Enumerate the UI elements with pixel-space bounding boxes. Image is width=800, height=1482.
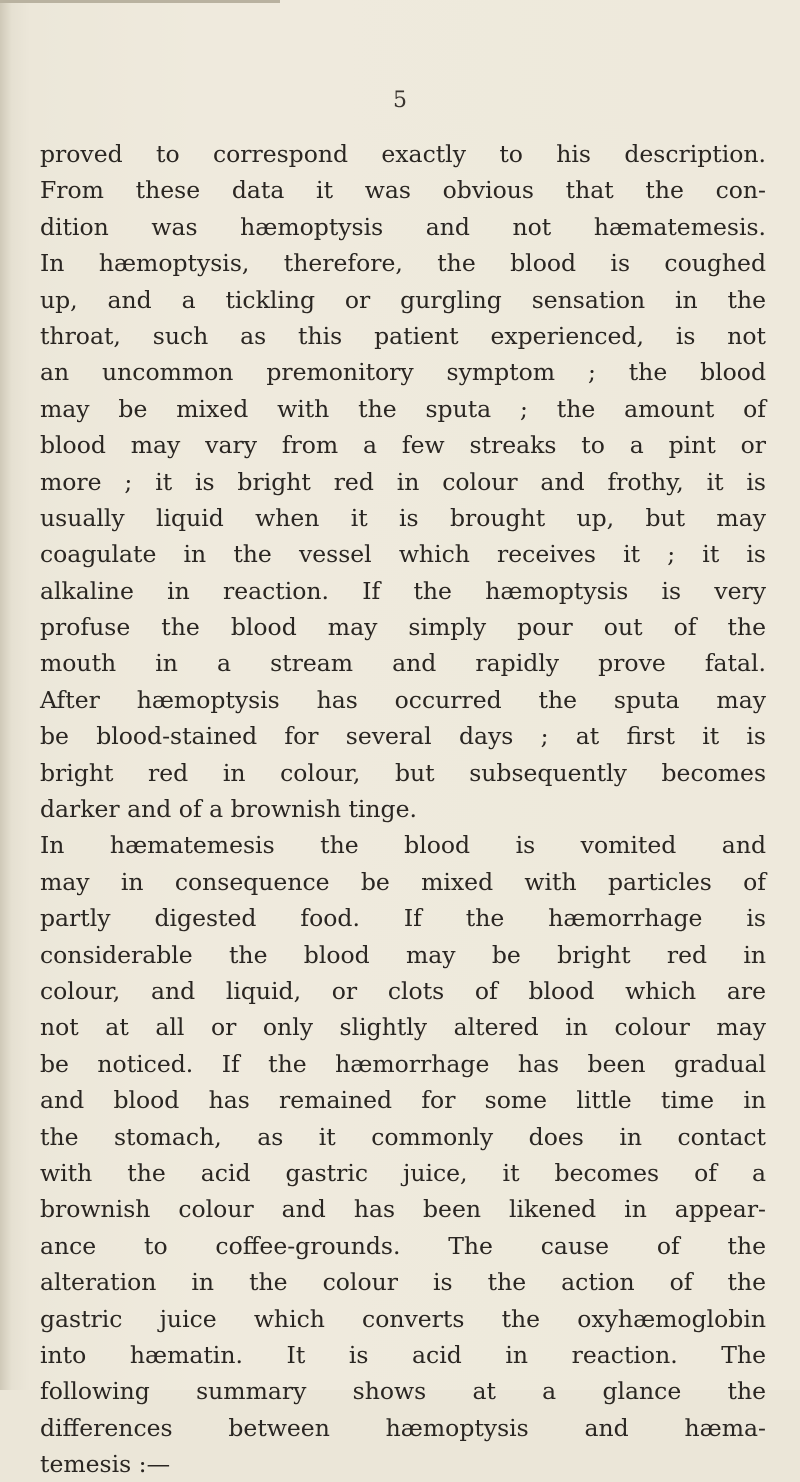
- text-line: into hæmatin. It is acid in reaction. The: [40, 1340, 766, 1369]
- text-line: coagulate in the vessel which receives it ; it is: [40, 540, 766, 569]
- text-line: be blood-stained for several days ; at first it is: [40, 722, 766, 751]
- text-line: partly digested food. If the hæmorrhage is: [40, 904, 766, 933]
- text-line: alteration in the colour is the action of the: [40, 1268, 766, 1297]
- page-edge-shadow: [0, 0, 12, 1390]
- text-line: following summary shows at a glance the: [40, 1377, 766, 1406]
- text-line: throat, such as this patient experienced, is not: [40, 321, 766, 350]
- text-line: After hæmoptysis has occurred the sputa may: [40, 685, 766, 714]
- text-line: mouth in a stream and rapidly prove fatal.: [40, 649, 766, 678]
- text-line: may be mixed with the sputa ; the amount of: [40, 394, 766, 423]
- text-line: In hæmoptysis, therefore, the blood is coughed: [40, 249, 766, 278]
- text-line: darker and of a brownish tinge.: [40, 795, 417, 824]
- body-text: [40, 136, 766, 1482]
- text-line: brownish colour and has been likened in appear-: [40, 1195, 766, 1224]
- text-line: the stomach, as it commonly does in contact: [40, 1122, 766, 1151]
- text-line: From these data it was obvious that the con-: [40, 176, 766, 205]
- text-line: colour, and liquid, or clots of blood which are: [40, 976, 766, 1005]
- text-line: proved to correspond exactly to his description.: [40, 140, 766, 168]
- text-line: may in consequence be mixed with particles of: [40, 867, 766, 896]
- text-line: an uncommon premonitory symptom ; the blood: [40, 358, 766, 387]
- text-line: temesis :—: [40, 1450, 171, 1479]
- text-line: dition was hæmoptysis and not hæmatemesis.: [40, 212, 766, 241]
- text-line: differences between hæmoptysis and hæma-: [40, 1413, 766, 1442]
- text-line: with the acid gastric juice, it becomes of a: [40, 1158, 766, 1187]
- text-line: bright red in colour, but subsequently becomes: [40, 758, 766, 787]
- text-line: usually liquid when it is brought up, but may: [40, 503, 766, 532]
- text-line: blood may vary from a few streaks to a pint or: [40, 431, 766, 460]
- text-line: ance to coffee-grounds. The cause of the: [40, 1231, 766, 1260]
- text-line: alkaline in reaction. If the hæmoptysis is very: [40, 576, 766, 605]
- top-edge-mark: [0, 0, 280, 3]
- text-line: up, and a tickling or gurgling sensation in the: [40, 285, 766, 314]
- text-line: considerable the blood may be bright red in: [40, 940, 766, 969]
- text-line: more ; it is bright red in colour and frothy, it is: [40, 467, 766, 496]
- text-line: In hæmatemesis the blood is vomited and: [40, 831, 766, 860]
- page-number: 5: [393, 88, 407, 113]
- text-line: gastric juice which converts the oxyhæmoglobin: [40, 1304, 766, 1333]
- text-line: profuse the blood may simply pour out of the: [40, 613, 766, 642]
- text-line: and blood has remained for some little time in: [40, 1086, 766, 1115]
- text-line: not at all or only slightly altered in colour may: [40, 1013, 766, 1042]
- text-line: be noticed. If the hæmorrhage has been gradual: [40, 1049, 766, 1078]
